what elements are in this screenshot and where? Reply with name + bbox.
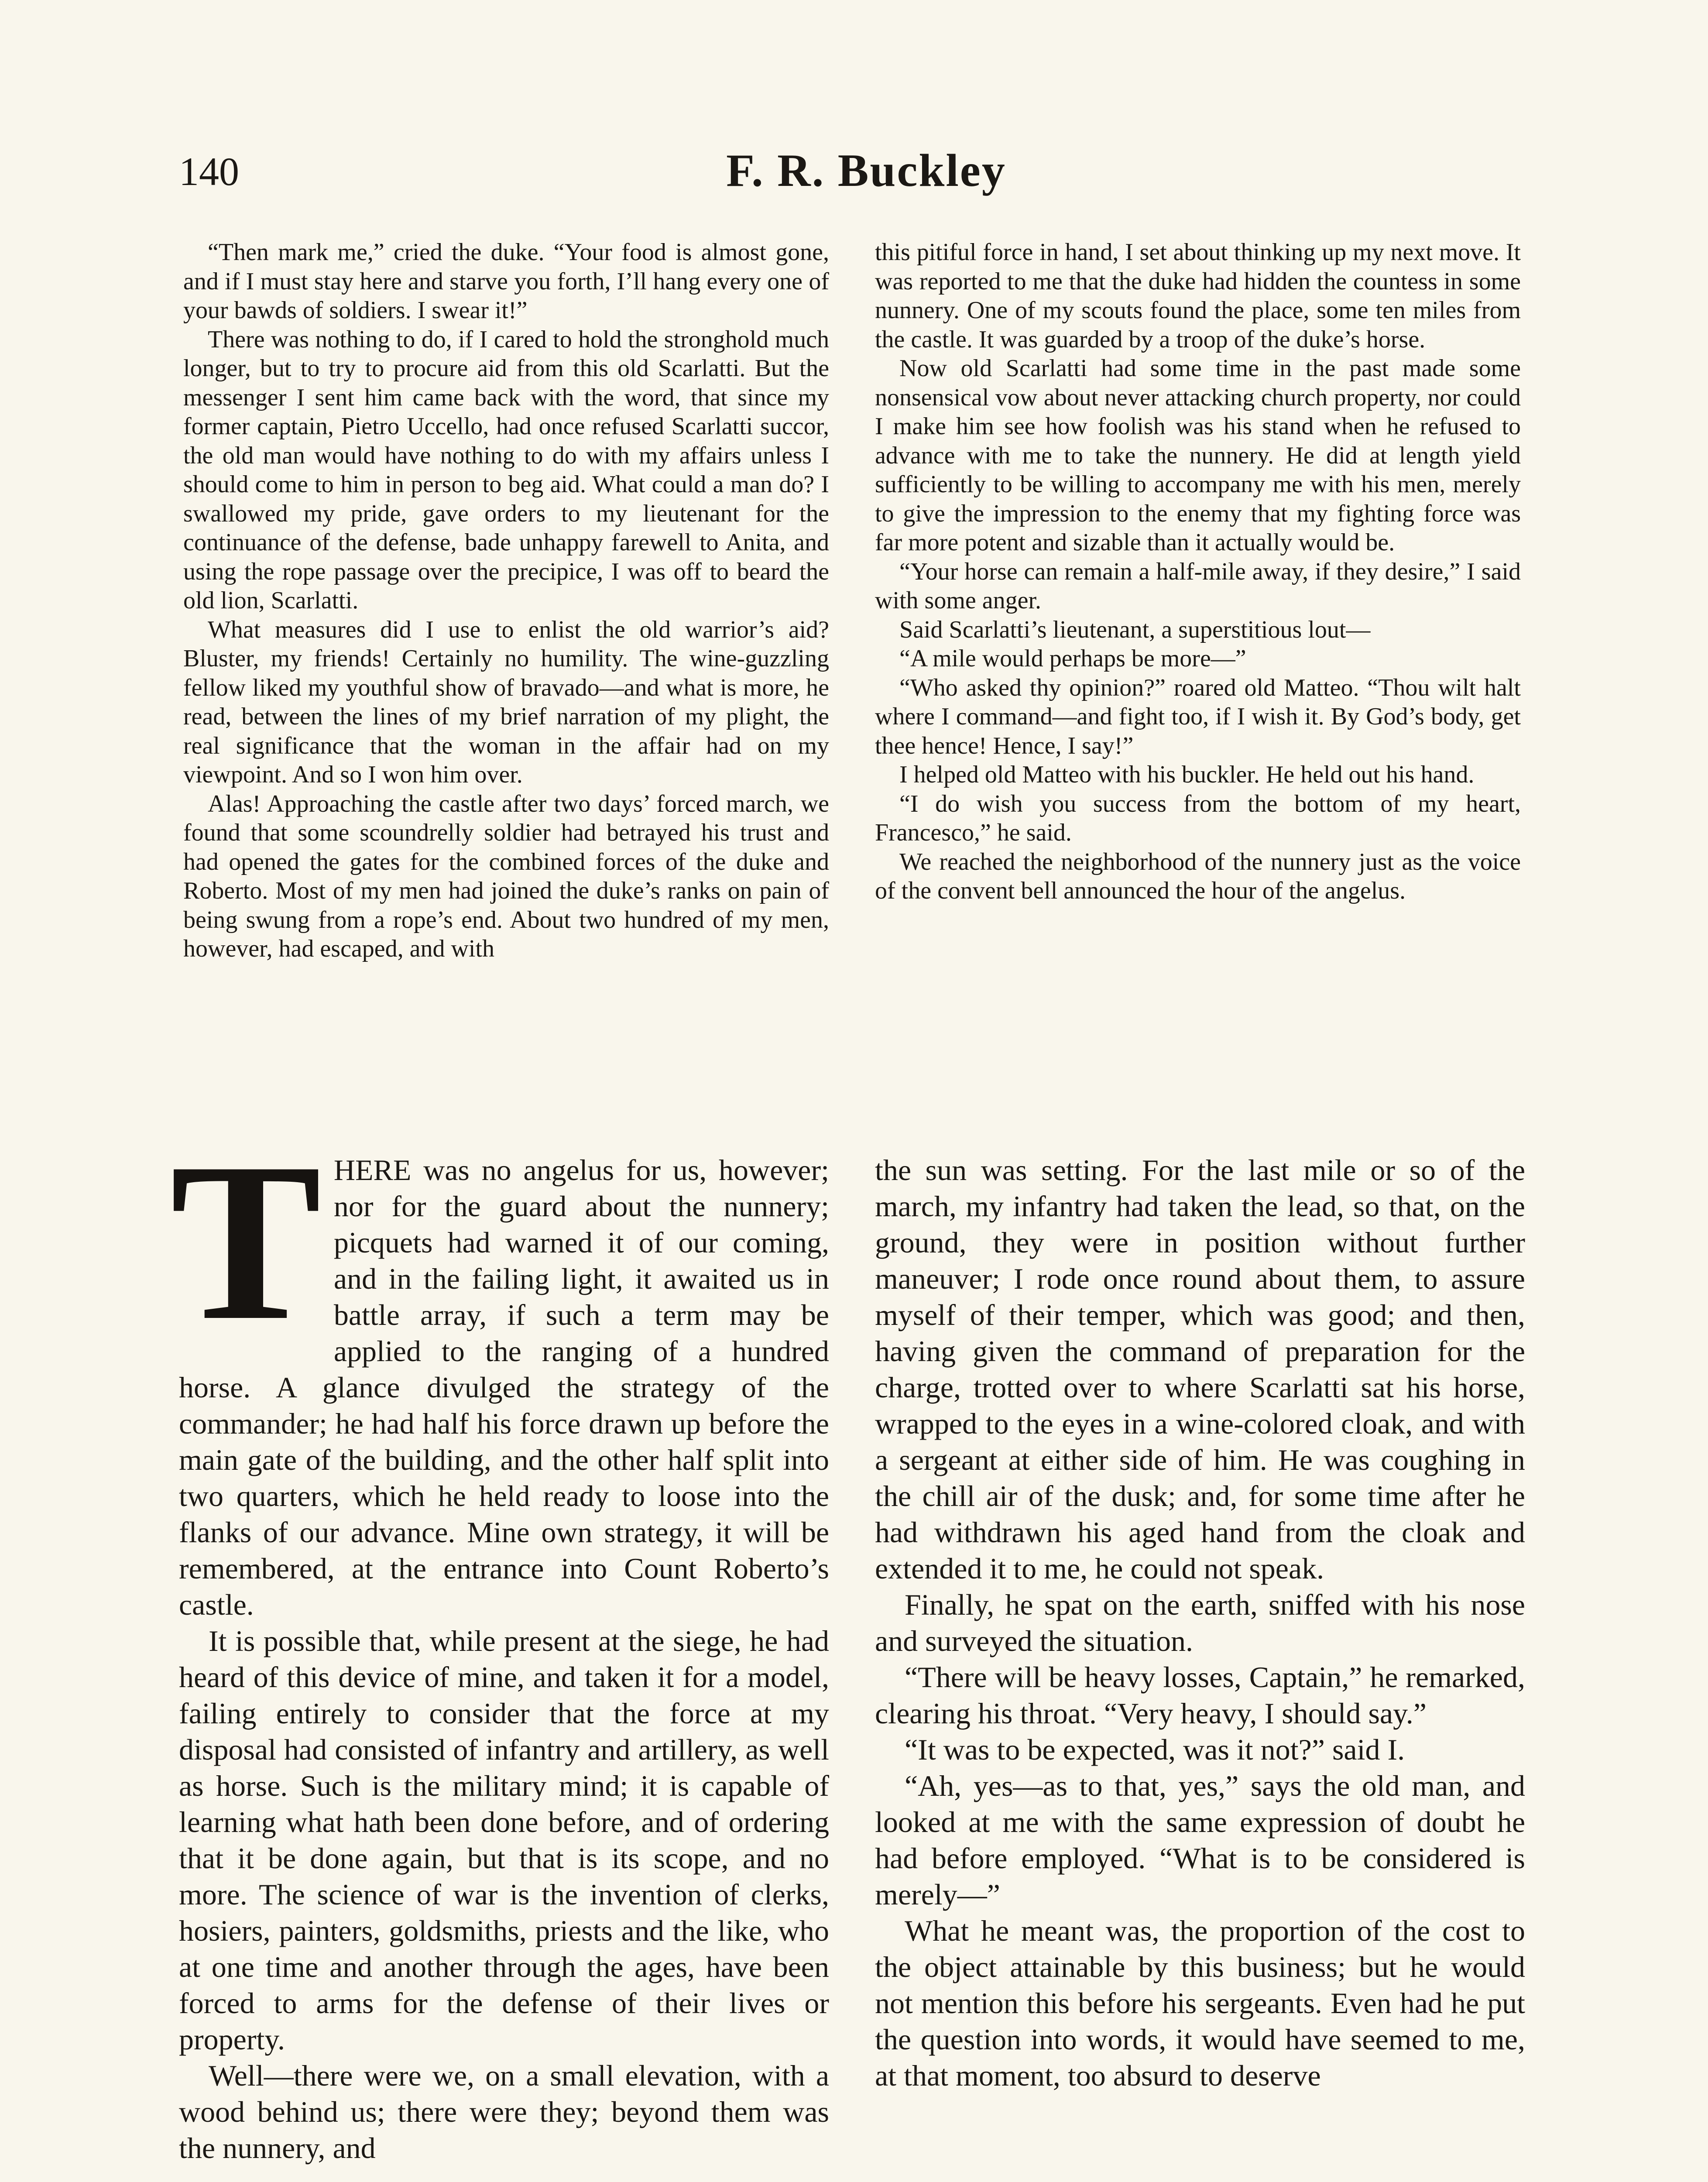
paragraph: Said Scarlatti’s lieutenant, a superstitious lout— bbox=[899, 616, 1371, 643]
page-number: 140 bbox=[179, 149, 239, 194]
bottom-left-column bbox=[170, 1116, 829, 2182]
paragraph: “There will be heavy losses, Captain,” he remarked, clearing his throat. “Very heavy, I should say.” bbox=[875, 1661, 1525, 1730]
running-title: F. R. Buckley bbox=[726, 145, 1006, 196]
paragraph: this pitiful force in hand, I set about thinking up my next move. It was reported to me that the duke had hidden the countess in some nunnery. One of my scouts found the place, some ten miles from the castle. It was guarded by a troop of the duke’s horse. bbox=[875, 239, 1521, 353]
paragraph: the sun was setting. For the last mile or so of the march, my infantry had taken the lead, so that, on the ground, they were in position without further maneuver; I rode once round about them, to assure myself of their temper, which was good; and then, having given the command of preparation for the charge, trotted over to where Scarlatti sat his horse, wrapped to the eyes in a wine-colored cloak, and with a sergeant at either side of him. He was coughing in the chill air of the dusk; and, for some time after he had withdrawn his aged hand from the cloak and extended it to me, he could not speak. bbox=[875, 1153, 1525, 1585]
paragraph: “Who asked thy opinion?” roared old Matteo. “Thou wilt halt where I command—and fight too, if I wish it. By God’s body, get thee hence! Hence, I say!” bbox=[875, 674, 1521, 759]
paragraph: We reached the neighborhood of the nunnery just as the voice of the convent bell announced the hour of the angelus. bbox=[875, 848, 1521, 904]
top-left-column bbox=[183, 238, 829, 1128]
paragraph: “Then mark me,” cried the duke. “Your food is almost gone, and if I must stay here and starve you forth, I’ll hang every one of your bawds of soldiers. I swear it!” bbox=[183, 239, 829, 324]
paragraph: “It was to be expected, was it not?” said I. bbox=[905, 1733, 1405, 1766]
top-right-column bbox=[875, 238, 1521, 1128]
drop-cap: T bbox=[170, 1116, 322, 1367]
paragraph: “Your horse can remain a half-mile away, if they desire,” I said with some anger. bbox=[875, 558, 1521, 614]
paragraph: “A mile would perhaps be more—” bbox=[899, 645, 1246, 672]
paragraph: Alas! Approaching the castle after two days’ forced march, we found that some scoundrelly soldier had betrayed his trust and had opened the gates for the combined forces of the duke and Roberto. Most of my men had joined the duke’s ranks on pain of being swung from a rope’s end. About two hundred of my men, however, had escaped, and with bbox=[183, 790, 829, 962]
paragraph: There was nothing to do, if I cared to hold the stronghold much longer, but to try to procure aid from this old Scarlatti. But the messenger I sent him came back with the word, that since my former captain, Pietro Uccello, had once refused Scarlatti succor, the old man would have nothing to do with my affairs unless I should come to him in person to beg aid. What could a man do? I swallowed my pride, gave orders to my lieutenant for the continuance of the defense, bade unhappy farewell to Anita, and using the rope passage over the precipice, I was off to beard the old lion, Scarlatti. bbox=[183, 326, 829, 614]
paragraph: “Ah, yes—as to that, yes,” says the old man, and looked at me with the same expression of doubt he had before employed. “What is to be considered is merely—” bbox=[875, 1769, 1525, 1911]
opening-paragraph bbox=[170, 1116, 829, 1623]
paragraph: Finally, he spat on the earth, sniffed with his nose and surveyed the situation. bbox=[875, 1588, 1525, 1657]
paragraph: It is possible that, while present at the siege, he had heard of this device of mine, and taken it for a model, failing entirely to consider that the force at my disposal had consisted of infantry and artillery, as well as horse. Such is the military mind; it is capable of learning what hath been done before, and of ordering that it be done again, but that is its scope, and no more. The science of war is the invention of clerks, hosiers, painters, goldsmiths, priests and the like, who at one time and another through the ages, have been forced to arms for the defense of their lives or property. bbox=[179, 1624, 829, 2056]
paragraph: What he meant was, the proportion of the cost to the object attainable by this business; but he would not mention this before his sergeants. Even had he put the question into words, it would have seemed to me, at that moment, too absurd to deserve bbox=[875, 1914, 1525, 2092]
page-header bbox=[179, 144, 1554, 214]
paragraph: “I do wish you success from the bottom of my heart, Francesco,” he said. bbox=[875, 790, 1521, 846]
opening-text: HERE was no angelus for us, however; nor for the guard about the nunnery; picquets had warned it of our coming, and in the failing light, it awaited us in battle array, if such a term may be applied to the ranging of a hundred horse. A glance divulged the strategy of the commander; he had half his force drawn up before the main gate of the building, and the other half split into two quarters, which he held ready to loose into the flanks of our advance. Mine own strategy, it will be remembered, at the entrance into Count Roberto’s castle. bbox=[179, 1153, 829, 1621]
paragraph: What measures did I use to enlist the old warrior’s aid? Bluster, my friends! Certainly no humility. The wine-guzzling fellow liked my youthful show of bravado—and what is more, he read, between the lines of my brief narration of my plight, the real significance that the woman in the affair had on my viewpoint. And so I won him over. bbox=[183, 616, 829, 788]
bottom-right-column bbox=[875, 1152, 1525, 2182]
paragraph: Now old Scarlatti had some time in the past made some nonsensical vow about never attacking church property, nor could I make him see how foolish was his stand when he refused to advance with me to take the nunnery. He did at length yield sufficiently to be willing to accompany me with his men, merely to give the impression to the enemy that my fighting force was far more potent and sizable than it actually would be. bbox=[875, 355, 1521, 556]
paragraph: I helped old Matteo with his buckler. He held out his hand. bbox=[899, 761, 1475, 788]
paragraph: Well—there were we, on a small elevation, with a wood behind us; there were they; beyond them was the nunnery, and bbox=[179, 2059, 829, 2165]
